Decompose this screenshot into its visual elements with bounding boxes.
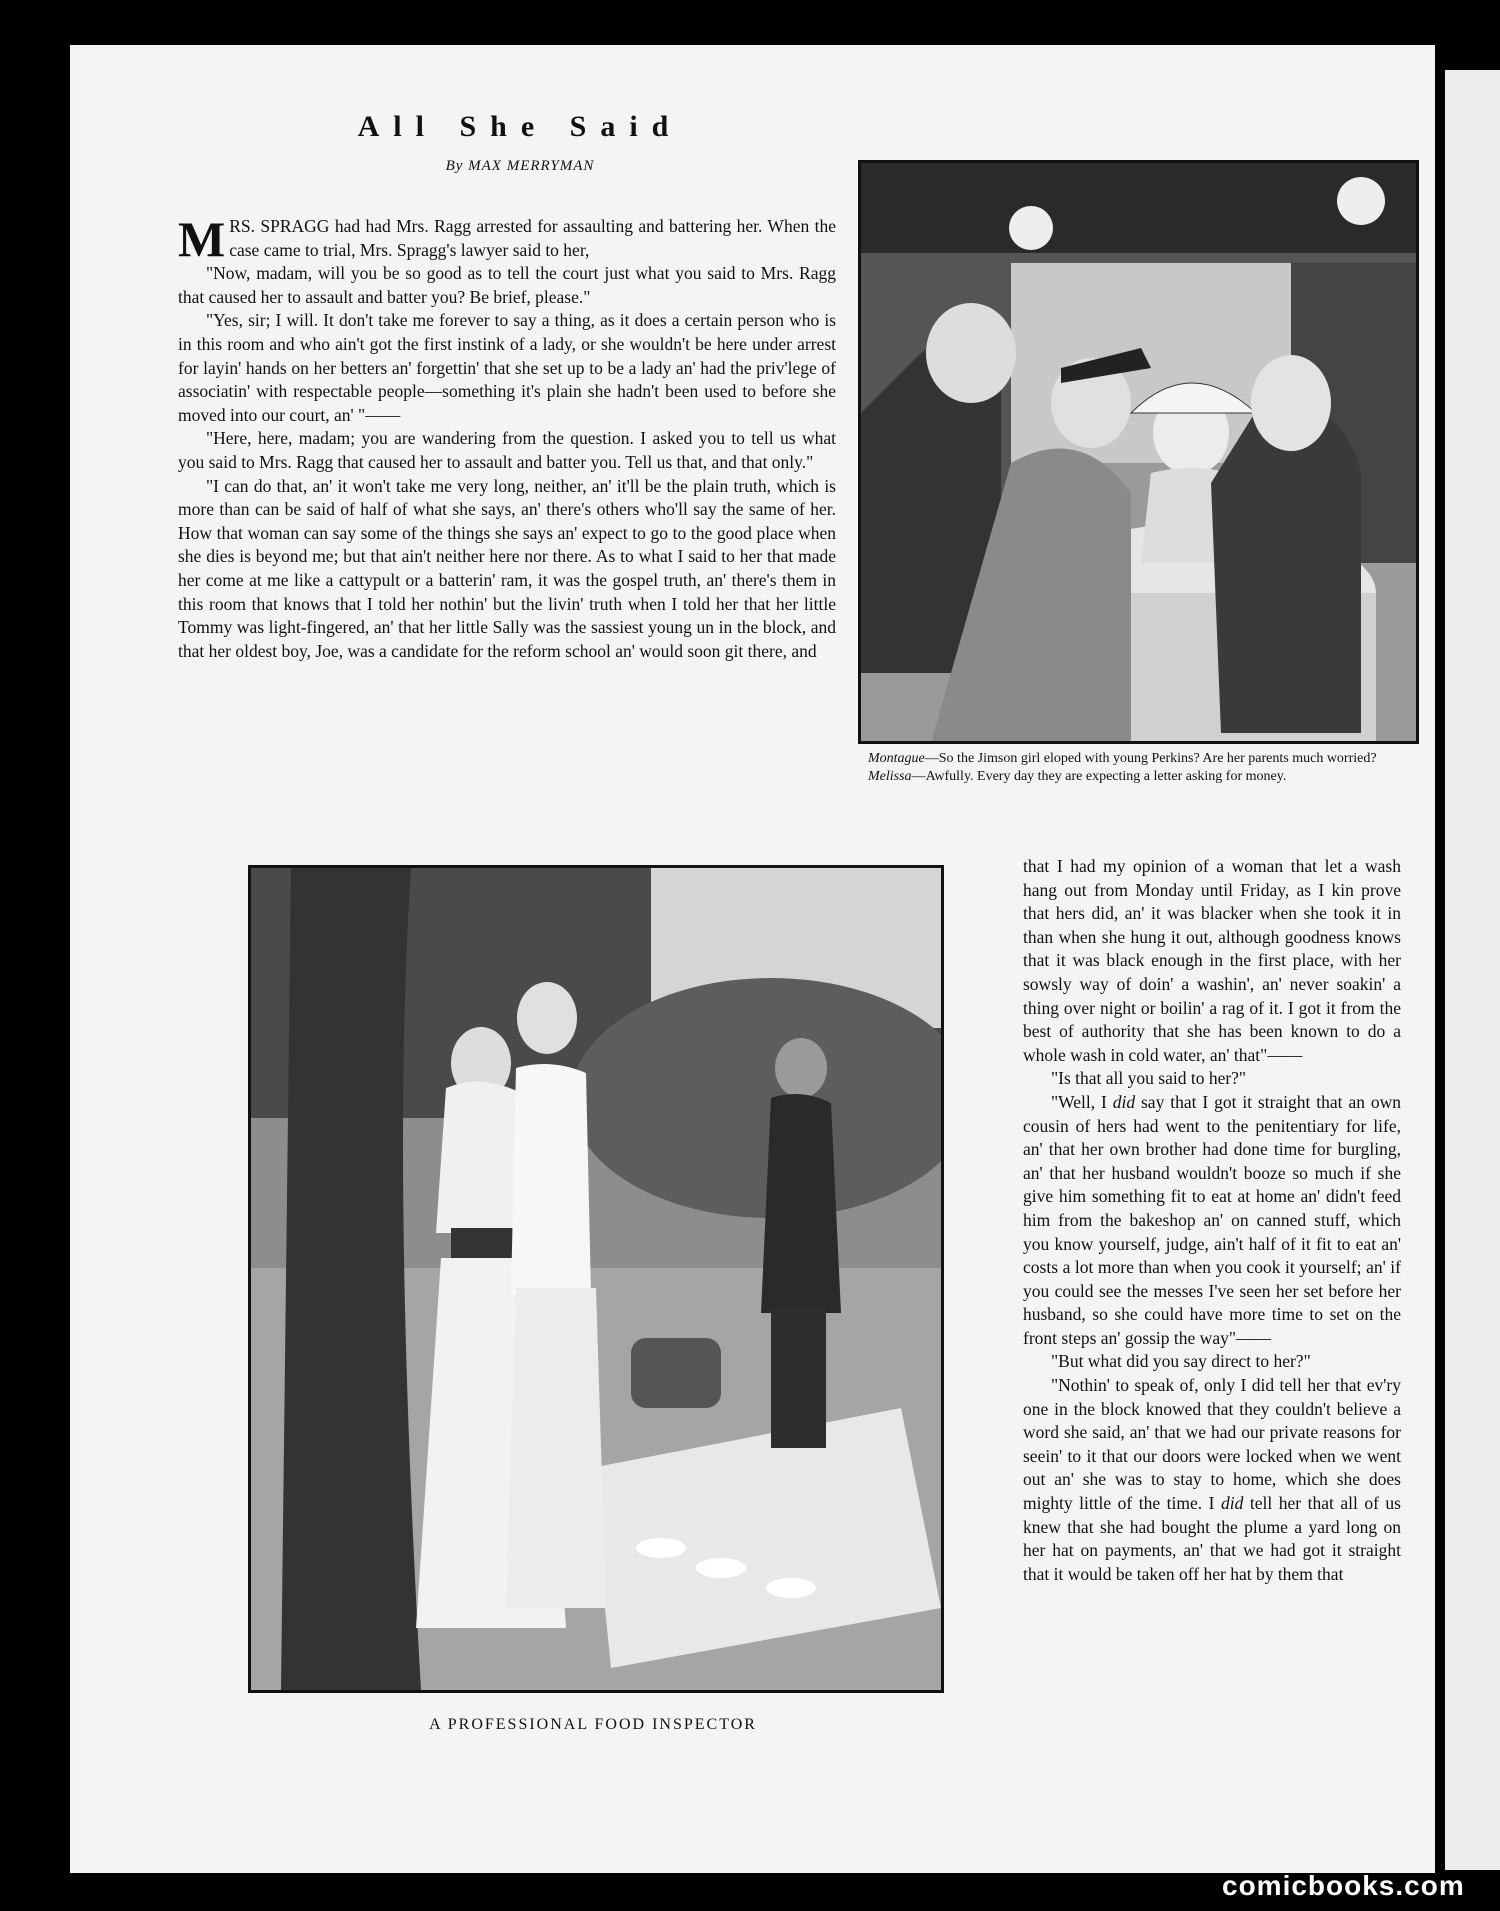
drop-cap: M <box>178 211 226 267</box>
paragraph-10: "Nothin' to speak of, only I did tell her that ev'ry one in the block knowed that they couldn't believe a word she said, an' that we had our private reasons for seein' to it that our doors were locked when we went out an' she was to stay to home, which she does mighty little of the time. I did tell her that all of us knew that she had bought the plume a yard long on her hat on payments, an' that we had got it straight that it would be taken off her hat by them that <box>1023 1375 1401 1584</box>
right-text-column <box>1023 855 1401 1586</box>
article-byline: By MAX MERRYMAN <box>445 158 595 174</box>
paragraph-5: "I can do that, an' it won't take me very long, neither, an' it'll be the plain truth, which is more than can be said of half of what she says, an' there's others who'll say the same of her. How that woman can say some of the things she says an' expect to go to the good place when she dies is beyond me; but that ain't neither here nor there. As to what I said to her that made her come at me like a cattypult or a batterin' ram, it was the gospel truth, an' there's them in this room that knows that I told her nothin' but the livin' truth when I told her that her little Tommy was light-fingered, an' that her little Sally was the sassiest young un in the block, and that her oldest boy, Joe, was a candidate for the reform school an' would soon git there, and <box>178 475 836 661</box>
picnic-caption: A PROFESSIONAL FOOD INSPECTOR <box>429 1716 757 1733</box>
caption-line-1: Montague—So the Jimson girl eloped with young Perkins? Are her parents much worried? <box>868 751 1377 766</box>
cafe-scene-illustration <box>858 160 1419 744</box>
picnic-scene-illustration <box>248 865 944 1693</box>
paragraph-7: "Is that all you said to her?" <box>1051 1068 1247 1089</box>
paragraph-4: "Here, here, madam; you are wandering from the question. I asked you to tell us what you said to Mrs. Ragg that caused her to assault and batter you. Tell us that, and that only." <box>178 428 836 472</box>
paragraph-6: that I had my opinion of a woman that let a wash hang out from Monday until Friday, as I kin prove that hers did, an' it was blacker when she took it in than when she hung it out, although goodness knows that it was black enough in the first place, with her sowsly way of doin' a washin', an' never soakin' a thing over night or boilin' a rag of it. I got it from the best of authority that she has been known to do a whole wash in cold water, an' that"—— <box>1023 856 1401 1065</box>
paragraph-2: "Now, madam, will you be so good as to tell the court just what you said to Mrs. Ragg that caused her to assault and batter you? Be brief, please." <box>178 263 836 307</box>
left-text-column <box>178 211 836 663</box>
caption-line-2: Melissa—Awfully. Every day they are expecting a letter asking for money. <box>868 769 1287 784</box>
paragraph-3: "Yes, sir; I will. It don't take me forever to say a thing, as it does a certain person who is in this room and who ain't got the first instink of a lady, or she wouldn't be here under arrest for layin' hands on her betters an' forgettin' that she set up to be a lady an' had the priv'lege of associatin' with respectable people—something it's plain she hadn't been used to before she moved into our court, an' "—— <box>178 310 836 425</box>
article-title: All She Said <box>357 110 683 143</box>
adjacent-page-edge <box>1445 70 1500 1870</box>
site-watermark: comicbooks.com <box>1222 1870 1465 1901</box>
cafe-caption <box>868 750 1413 786</box>
paragraph-9: "But what did you say direct to her?" <box>1051 1351 1311 1372</box>
paragraph-1: MRS. SPRAGG had had Mrs. Ragg arrested for assaulting and battering her. When the case came to trial, Mrs. Spragg's lawyer said to her, <box>178 211 836 267</box>
paragraph-8: "Well, I did say that I got it straight that an own cousin of hers had went to the penitentiary for life, an' that her own brother had done time for burgling, an' that her husband wouldn't booze so much if she give him something fit to eat at home an' didn't feed him from the bakeshop an' on canned stuff, which you know yourself, judge, ain't half of it fit to eat an' costs a lot more than when you cook it yourself; an' if you could see the messes I've seen her set before her husband, so she could have more time to set on the front steps an' gossip the way"—— <box>1023 1091 1401 1348</box>
